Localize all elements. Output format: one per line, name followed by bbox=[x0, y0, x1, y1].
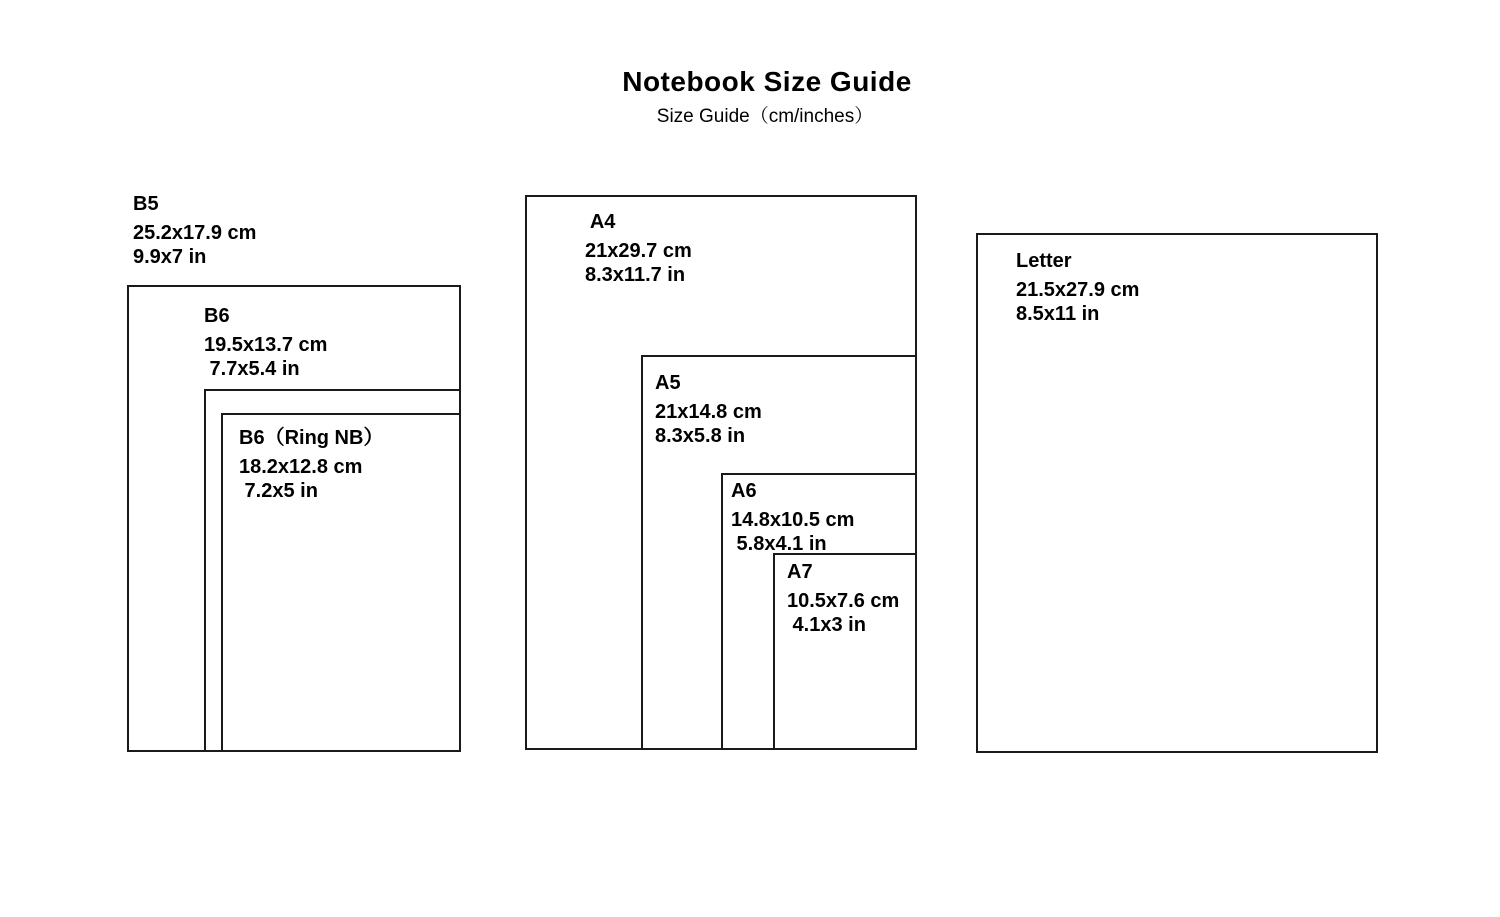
b5-name: B5 bbox=[133, 193, 159, 215]
page-subtitle: Size Guide（cm/inches） bbox=[656, 106, 874, 127]
b6-ring-nb-label bbox=[239, 426, 383, 503]
a7-name: A7 bbox=[787, 561, 813, 583]
b6-name: B6 bbox=[204, 305, 230, 327]
a7-dimensions-in: 4.1x3 in bbox=[787, 614, 866, 636]
letter-dimensions-in: 8.5x11 in bbox=[1016, 303, 1100, 325]
b6-ring-nb-name: B6（Ring NB） bbox=[239, 427, 384, 449]
b6-ring-nb-dimensions-in: 7.2x5 in bbox=[239, 480, 318, 502]
b5-dimensions-in: 9.9x7 in bbox=[133, 246, 207, 268]
a4-label bbox=[585, 210, 692, 287]
a4-name: A4 bbox=[585, 211, 616, 233]
a6-dimensions-in: 5.8x4.1 in bbox=[731, 533, 827, 555]
b6-ring-nb-dimensions-cm: 18.2x12.8 cm bbox=[239, 456, 363, 478]
b6-dimensions-cm: 19.5x13.7 cm bbox=[204, 334, 328, 356]
a7-dimensions-cm: 10.5x7.6 cm bbox=[787, 590, 900, 612]
a4-dimensions-cm: 21x29.7 cm bbox=[585, 240, 692, 262]
a5-label bbox=[655, 371, 762, 448]
b6-label bbox=[204, 304, 327, 381]
b5-label bbox=[133, 192, 256, 269]
a5-name: A5 bbox=[655, 372, 681, 394]
b5-dimensions-cm: 25.2x17.9 cm bbox=[133, 222, 257, 244]
a5-dimensions-cm: 21x14.8 cm bbox=[655, 401, 762, 423]
a5-dimensions-in: 8.3x5.8 in bbox=[655, 425, 746, 447]
letter-label bbox=[1016, 249, 1139, 326]
b6-dimensions-in: 7.7x5.4 in bbox=[204, 358, 300, 380]
letter-name: Letter bbox=[1016, 250, 1072, 272]
a6-dimensions-cm: 14.8x10.5 cm bbox=[731, 509, 855, 531]
letter-dimensions-cm: 21.5x27.9 cm bbox=[1016, 279, 1140, 301]
page-title: Notebook Size Guide bbox=[622, 66, 912, 97]
a4-dimensions-in: 8.3x11.7 in bbox=[585, 264, 686, 286]
a6-name: A6 bbox=[731, 480, 757, 502]
a7-label bbox=[787, 560, 899, 637]
a6-label bbox=[731, 479, 854, 556]
